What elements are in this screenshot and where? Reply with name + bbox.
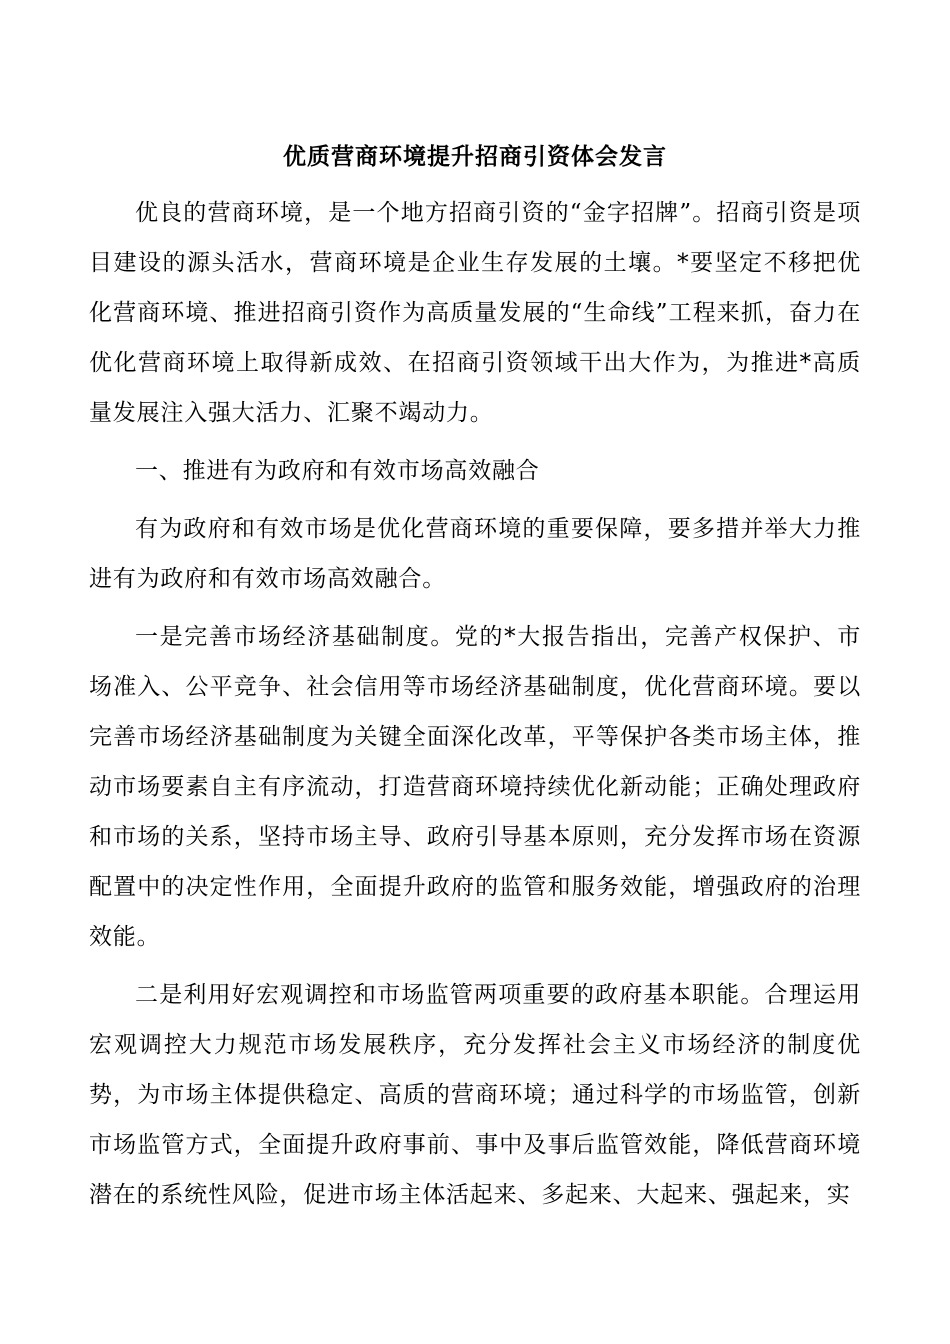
intro-paragraph: 优良的营商环境，是一个地方招商引资的“金字招牌”。招商引资是项目建设的源头活水，营商环境是企业生存发展的土壤。*要坚定不移把优化营商环境、推进招商引资作为高质量发展的“生命线”工程来抓，奋力在优化营商环境上取得新成效、在招商引资领域干出大作为，为推进*高质量发展注入强大活力、汇聚不竭动力。 [89, 200, 861, 426]
section-intro-paragraph: 有为政府和有效市场是优化营商环境的重要保障，要多措并举大力推进有为政府和有效市场高效融合。 [89, 516, 861, 592]
point-two-paragraph: 二是利用好宏观调控和市场监管两项重要的政府基本职能。合理运用宏观调控大力规范市场发展秩序，充分发挥社会主义市场经济的制度优势，为市场主体提供稳定、高质的营商环境；通过科学的市场监管，创新市场监管方式，全面提升政府事前、事中及事后监管效能，降低营商环境潜在的系统性风险，促进市场主体活起来、多起来、大起来、强起来，实 [89, 982, 861, 1208]
document-body [89, 188, 861, 1228]
section-heading-1: 一、推进有为政府和有效市场高效融合 [135, 458, 540, 484]
point-one-paragraph: 一是完善市场经济基础制度。党的*大报告指出，完善产权保护、市场准入、公平竞争、社会信用等市场经济基础制度，优化营商环境。要以完善市场经济基础制度为关键全面深化改革，平等保护各类市场主体，推动市场要素自主有序流动，打造营商环境持续优化新动能；正确处理政府和市场的关系，坚持市场主导、政府引导基本原则，充分发挥市场在资源配置中的决定性作用，全面提升政府的监管和服务效能，增强政府的治理效能。 [89, 624, 861, 950]
document-title: 优质营商环境提升招商引资体会发言 [283, 143, 667, 170]
